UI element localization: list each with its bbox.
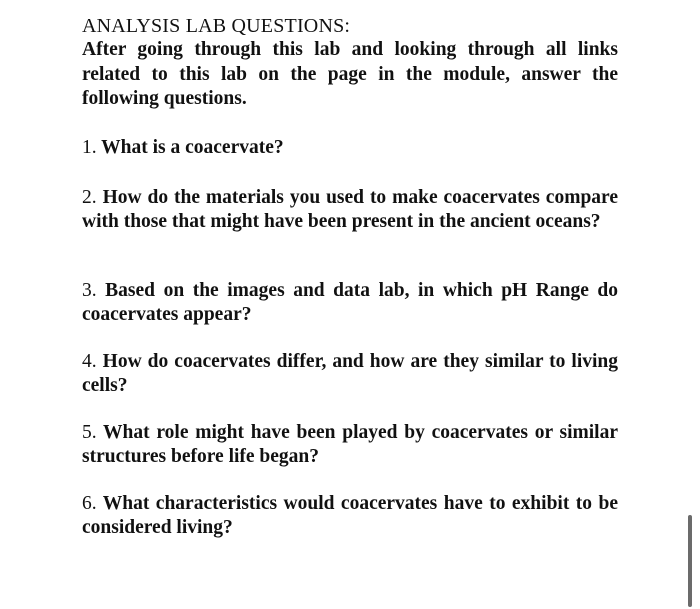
question-2 bbox=[82, 186, 618, 234]
question-number: 2. bbox=[82, 186, 97, 208]
page-heading: ANALYSIS LAB QUESTIONS: bbox=[82, 15, 351, 37]
question-number: 4. bbox=[82, 350, 97, 372]
question-text: Based on the images and data lab, in which pH Range do coacervates appear? bbox=[82, 279, 618, 325]
question-number: 1. bbox=[82, 136, 97, 158]
question-5 bbox=[82, 421, 618, 469]
question-text: What role might have been played by coacervates or similar structures before life began? bbox=[82, 421, 618, 467]
question-number: 3. bbox=[82, 279, 97, 301]
question-3 bbox=[82, 279, 618, 327]
question-6 bbox=[82, 492, 618, 540]
question-number: 6. bbox=[82, 492, 97, 514]
question-1 bbox=[82, 136, 618, 160]
vertical-scrollbar-thumb[interactable] bbox=[688, 515, 692, 607]
question-text: How do coacervates differ, and how are they similar to living cells? bbox=[82, 350, 619, 396]
question-text: How do the materials you used to make coacervates compare with those that might have been present in the ancient oceans? bbox=[82, 186, 619, 232]
intro-paragraph: After going through this lab and looking through all links related to this lab on the page in the module, answer the following questions. bbox=[82, 39, 618, 109]
question-4 bbox=[82, 350, 618, 398]
question-text: What is a coacervate? bbox=[101, 136, 284, 158]
question-text: What characteristics would coacervates have to exhibit to be considered living? bbox=[82, 492, 618, 538]
question-number: 5. bbox=[82, 421, 97, 443]
document-page bbox=[82, 14, 618, 540]
